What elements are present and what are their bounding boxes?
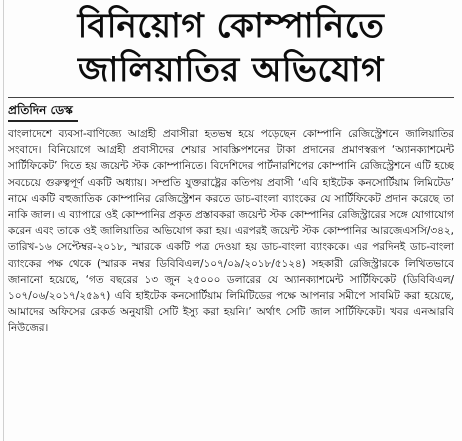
- article-headline: [8, 4, 454, 92]
- headline-divider: [8, 97, 454, 98]
- headline-line-1: বিনিয়োগ কোম্পানিতে: [77, 6, 385, 46]
- article-body: বাংলাদেশে ব্যবসা-বাণিজ্যে আগ্রহী প্রবাসীরা হতভম্ব হয়ে পড়েছেন কোম্পানি রেজিস্ট্রেশনে জালিয়াতির সংবাদে। বিনিয়োগে আগ্রহী প্রবাসীদের শেয়ার সাবস্ক্রিপশনের টাকা প্রদানের প্রমাণস্বরূপ ‘অ্যানক্যাশমেন্ট সার্টিফিকেট’ দিতে হয় জয়েন্ট স্টক কোম্পানিতে। বিদেশিদের পার্টনারশিপের কোম্পানি রেজিস্ট্রেশনে এটি হচ্ছে সবচেয়ে গুরুত্বপূর্ণ একটি অধ্যায়। সম্প্রতি যুক্তরাষ্ট্রের কতিপয় প্রবাসী ‘এবি হাইটেক কনসোর্টিয়াম লিমিটেড’ নামে একটি বহুজাতিক কোম্পানির রেজিস্ট্রেশন করতে ডাচ-বাংলা ব্যাংকের যে সার্টিফিকেট প্রদান করেছে তা নাকি জাল। এ ব্যাপারে ওই কোম্পানির প্রকৃত প্রস্তাবকরা জয়েন্ট স্টক কোম্পানির রেজিস্ট্রারের সঙ্গে যোগাযোগ করেন এবং তাকে ওই জালিয়াতির অভিযোগ করা হয়। এরপরই জয়েন্ট স্টক কোম্পানির আরজেএসসি/৩৪২, তারিখ-১৬ সেপ্টেম্বর-২০১৮, স্মারকে একটি পত্র দেওয়া হয় ডাচ-বাংলা ব্যাংককে। এর পরদিনই ডাচ-বাংলা ব্যাংকের পক্ষ থেকে (স্মারক নম্বর ডিবিবিএল/১০৭/০৯/২০১৮/৫১২৪) সহকারী রেজিস্ট্রারকে লিখিতভাবে জানানো হয়েছে, ‘গত বছরের ১৩ জুন ২৫০০০ ডলারের যে অ্যানক্যাশমেন্ট সার্টিফিকেট (ডিবিবিএল/১০৭/০৬/২০১৭/২৫৯৭) এবি হাইটেক কনসোর্টিয়াম লিমিটিডের পক্ষে আপনার সমীপে সাবমিট করা হয়েছে, আমাদের অফিসের রেকর্ড অনুযায়ী সেটি ইস্যু করা হয়নি।’ অর্থাৎ সেটি জাল সার্টিফিকেট। খবর এনআরবি নিউজের।: [8, 128, 454, 335]
- byline-underline: [8, 120, 78, 122]
- headline-line-2: জালিয়াতির অভিযোগ: [78, 50, 384, 90]
- article-byline: প্রতিদিন ডেস্ক: [8, 103, 73, 117]
- clipping-edge: [3, 0, 4, 441]
